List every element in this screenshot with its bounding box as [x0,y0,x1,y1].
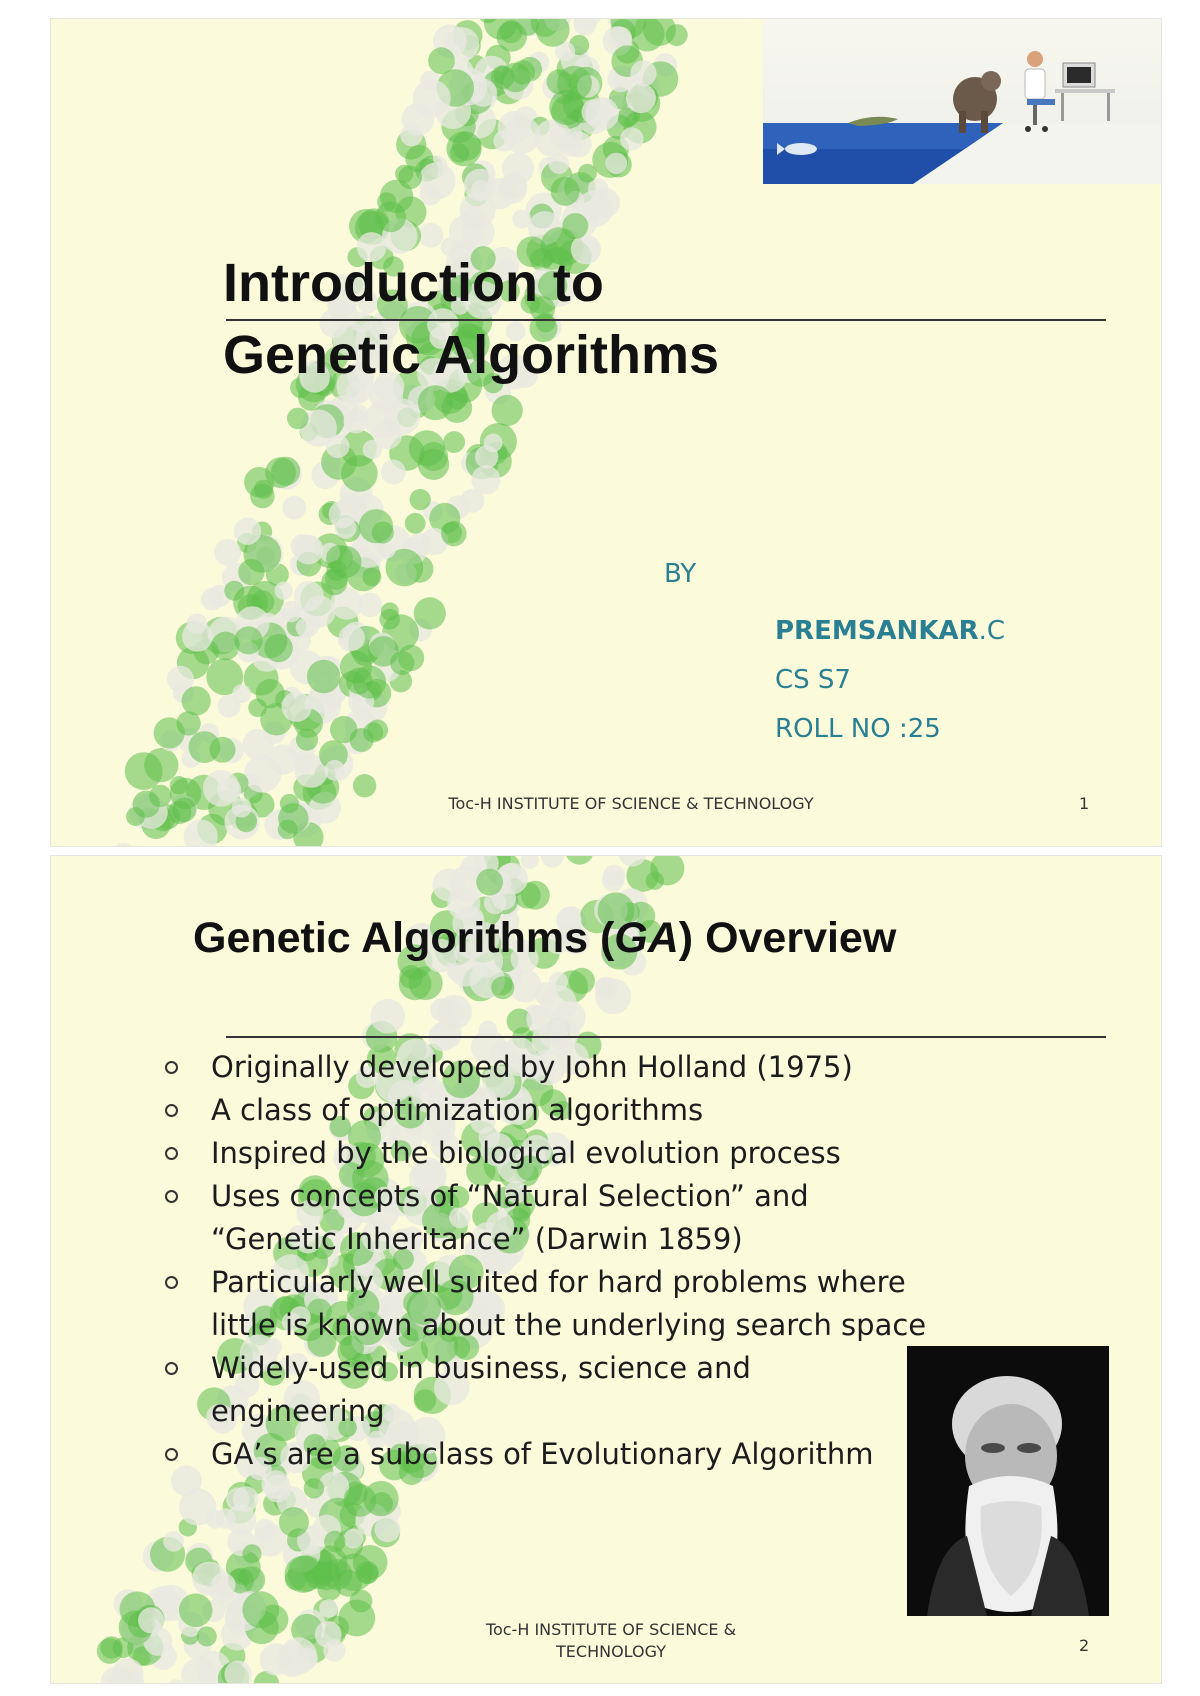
helix-bead [353,774,376,797]
helix-bead [232,684,251,703]
bullet-text: Originally developed by John Holland (1975) [211,1050,853,1084]
darwin-portrait [907,1346,1109,1616]
helix-bead [578,164,597,183]
helix-bead [549,153,570,174]
helix-bead [501,63,531,93]
bullet-text: A class of optimization algorithms [211,1093,704,1127]
helix-bead [350,1590,373,1613]
bullet-icon [165,1276,178,1289]
helix-bead [203,770,240,807]
helix-bead [606,153,628,175]
helix-bead [492,395,523,426]
slide-footer [441,1619,781,1663]
helix-bead [620,127,643,150]
helix-bead [189,731,221,763]
helix-bead [341,455,378,492]
helix-bead [557,66,592,101]
list-item [161,1175,961,1261]
list-item [161,1089,961,1132]
bullet-text: Uses concepts of “Natural Selection” and “Genetic Inheritance” (Darwin 1859) [211,1179,809,1256]
helix-bead [441,521,466,546]
list-item [161,1261,961,1347]
helix-bead [211,1573,235,1597]
helix-bead [242,1544,261,1563]
helix-bead [238,559,264,585]
helix-bead [315,1621,342,1648]
helix-bead [254,1519,276,1541]
bullet-icon [165,1147,178,1160]
helix-bead [353,1545,388,1580]
helix-bead [324,760,345,781]
helix-bead [419,223,444,248]
helix-bead [279,1507,309,1537]
helix-bead [549,972,568,991]
helix-bead [551,177,580,206]
helix-bead [460,192,496,228]
helix-bead [491,976,514,999]
helix-bead [182,686,211,715]
helix-bead [565,856,594,865]
helix-bead [319,1599,338,1618]
helix-bead [307,660,341,694]
author-name [775,607,1005,656]
helix-bead [304,1478,324,1498]
helix-bead [182,621,213,652]
helix-bead [344,409,369,434]
footer-line-2: TECHNOLOGY [556,1642,666,1661]
page-number: 2 [1079,1636,1090,1655]
bullet-icon [165,1190,178,1203]
bullet-text: Widely-used in business, science and engineering [211,1351,751,1428]
helix-bead [410,489,431,510]
title-italic: GA [614,914,679,962]
title-suffix: ) Overview [678,914,897,962]
helix-bead [280,1637,317,1674]
helix-bead [443,431,465,453]
list-item [161,1132,961,1175]
bullet-text: GA’s are a subclass of Evolutionary Algorithm [211,1437,874,1471]
title-divider [226,319,1106,321]
slide-2 [50,855,1162,1684]
bullet-text: Inspired by the biological evolution process [211,1136,841,1170]
helix-bead [339,494,357,512]
helix-bead [400,124,423,147]
helix-bead [370,999,405,1034]
helix-bead [398,166,422,190]
helix-bead [242,1591,279,1628]
helix-bead [296,618,315,637]
helix-bead [368,636,399,667]
bullet-list [161,1046,961,1476]
helix-bead [280,794,299,813]
helix-bead [138,1607,164,1633]
helix-bead [234,518,261,545]
helix-bead [294,535,324,565]
helix-bead [381,460,406,485]
helix-bead [562,213,588,239]
helix-bead [163,1531,184,1552]
title-line-1: Introduction to [223,253,604,313]
helix-bead [521,856,539,869]
helix-bead [112,843,135,846]
helix-bead [214,539,241,566]
page-number: 1 [1079,794,1090,813]
list-item [161,1433,961,1476]
helix-bead [569,968,595,994]
helix-bead [339,625,365,651]
helix-bead [350,728,374,752]
slide-footer: Toc-H INSTITUTE OF SCIENCE & TECHNOLOGY [448,794,814,813]
helix-bead [344,1484,377,1517]
helix-bead [224,581,244,601]
author-name-suffix: .C [978,616,1006,646]
helix-bead [226,1488,250,1512]
helix-bead [476,869,503,896]
helix-bead [126,807,145,826]
title-line-2: Genetic Algorithms [223,325,720,385]
helix-bead [324,1531,345,1552]
helix-bead [626,83,656,113]
helix-bead [244,755,282,793]
title-divider [226,1036,1106,1038]
helix-bead [179,1593,213,1627]
title-prefix: Genetic Algorithms ( [193,914,615,962]
helix-bead [326,435,350,459]
helix-bead [498,174,527,203]
helix-bead [125,752,163,790]
helix-bead [363,568,382,587]
helix-bead [282,496,306,520]
helix-bead [541,856,564,868]
helix-bead [414,597,446,629]
helix-bead [475,445,498,468]
helix-bead [256,679,285,708]
helix-bead [149,785,171,807]
helix-bead [372,522,394,544]
author-block [775,607,1005,754]
list-item [161,1347,961,1433]
helix-bead [294,581,324,611]
helix-bead [346,668,373,695]
helix-bead [586,97,619,130]
bullet-icon [165,1362,178,1375]
author-class: CS S7 [775,665,851,695]
evolution-illustration [763,19,1161,184]
helix-bead [602,869,624,891]
helix-bead [375,1516,401,1542]
helix-bead [595,978,614,997]
helix-bead [197,1626,217,1646]
helix-bead [493,130,515,152]
list-item [161,1046,961,1089]
helix-bead [375,202,406,233]
helix-bead [460,489,484,513]
helix-bead [271,457,300,486]
helix-bead [398,645,424,671]
bullet-icon [165,1061,178,1074]
helix-bead [264,634,292,662]
author-roll: ROLL NO :25 [775,714,941,744]
helix-bead [285,1556,322,1593]
slide-1 [50,18,1162,847]
helix-bead [282,692,312,722]
footer-line-1: Toc-H INSTITUTE OF SCIENCE & [485,1620,737,1639]
helix-bead [287,408,309,430]
slide-title [193,914,896,963]
helix-bead [379,609,400,630]
bullet-text: Particularly well suited for hard problems where little is known about the underlying search space [211,1265,927,1342]
helix-bead [405,513,426,534]
helix-bead [154,717,185,748]
helix-bead [244,467,274,497]
bullet-icon [165,1448,178,1461]
helix-bead [512,210,531,229]
helix-bead [419,442,448,471]
bullet-icon [165,1104,178,1117]
helix-bead [428,47,455,74]
helix-bead [275,582,293,600]
helix-bead [446,131,481,166]
helix-bead [326,545,353,572]
helix-bead [500,20,523,43]
helix-bead [179,1488,216,1525]
helix-bead [630,60,656,86]
helix-bead [234,626,262,654]
author-name-bold: PREMSANKAR [775,616,979,646]
by-label: BY [664,559,697,589]
helix-bead [418,162,455,199]
helix-bead [413,79,451,117]
